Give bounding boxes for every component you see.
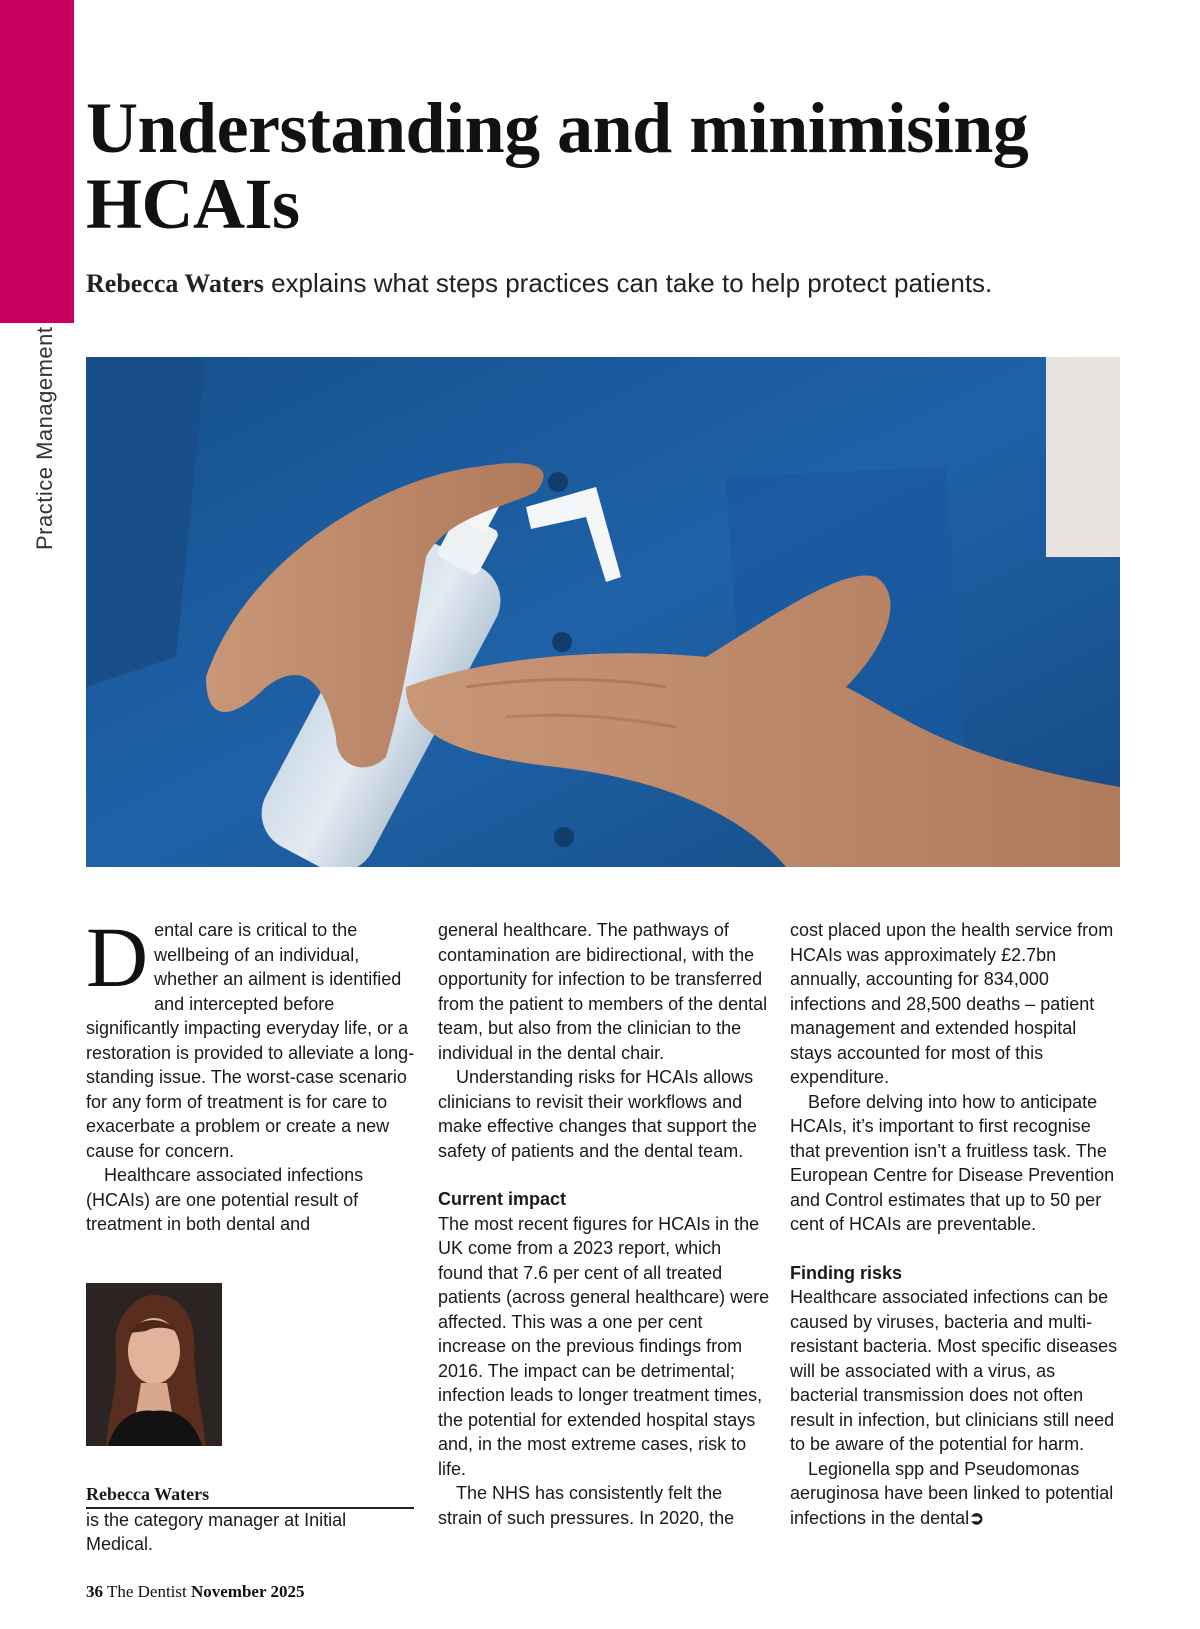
article-column-3 <box>790 918 1120 1530</box>
hero-image <box>86 357 1120 867</box>
hand-sanitiser-photo-icon <box>86 357 1120 867</box>
body-paragraph: Legionella spp and Pseudomonas aeruginosa have been linked to potential infections in the dental➲ <box>790 1458 1114 1528</box>
body-paragraph: Healthcare associated infections can be caused by viruses, bacteria and multi-resistant bacteria. Most specific diseases will be associated with a virus, as bacterial transmission does not often result in infection, but clinicians still need to be aware of the potential for harm. <box>790 1287 1118 1454</box>
body-paragraph: The NHS has consistently felt the strain of such pressures. In 2020, the <box>438 1483 735 1528</box>
standfirst-author: Rebecca Waters <box>86 269 264 298</box>
standfirst <box>86 268 1176 299</box>
body-paragraph: The most recent figures for HCAIs in the UK come from a 2023 report, which found that 7.6 per cent of all treated patients (across general healthcare) were affected. This was a one per cent increase on the previous findings from 2016. The impact can be detrimental; infection leads to longer treatment times, the potential for extended hospital stays and, in the most extreme cases, risk to life. <box>438 1213 770 1479</box>
magazine-name: The Dentist <box>103 1582 191 1601</box>
section-accent-bar <box>0 0 74 323</box>
article-column-2 <box>438 918 770 1530</box>
standfirst-text: explains what steps practices can take to help protect patients. <box>263 268 993 298</box>
article-column-1 <box>86 909 416 1237</box>
author-portrait-icon <box>86 1283 222 1446</box>
body-paragraph: general healthcare. The pathways of contamination are bidirectional, with the opportunity for infection to be transferred from the patient to members of the dental team, but also from the clinician to the individual in the dental chair. <box>438 920 768 1063</box>
author-bio-name: Rebecca Waters <box>86 1482 414 1509</box>
author-photo <box>86 1283 222 1446</box>
page-title: Understanding and minimising HCAIs <box>86 88 1029 244</box>
drop-cap: D <box>86 909 149 1005</box>
body-paragraph: cost placed upon the health service from HCAIs was approximately £2.7bn annually, accounting for 834,000 infections and 28,500 deaths – patient management and extended hospital stays accounted for most of this expenditure. <box>790 920 1114 1087</box>
subheading-finding-risks: Finding risks <box>790 1262 903 1283</box>
author-bio-text: is the category manager at Initial Medical. <box>86 1510 347 1554</box>
page-number: 36 <box>86 1582 103 1601</box>
continue-arrow-icon: ➲ <box>969 1507 985 1528</box>
section-label: Practice Management <box>32 326 57 550</box>
page-footer <box>86 1582 304 1602</box>
body-paragraph: Healthcare associated infections (HCAIs) are one potential result of treatment in both dental and <box>86 1165 364 1234</box>
body-paragraph: Understanding risks for HCAIs allows clinicians to revisit their workflows and make effective changes that support the safety of patients and the dental team. <box>438 1067 757 1161</box>
subheading-current-impact: Current impact <box>438 1189 567 1209</box>
intro-paragraph: Dental care is critical to the wellbeing of an individual, whether an ailment is identified and intercepted before significantly impacting everyday life, or a restoration is provided to alleviate a long-standing issue. The worst-case scenario for any form of treatment is for care to exacerbate a problem or create a new cause for concern. <box>86 909 415 1161</box>
issue-date: November 2025 <box>190 1582 305 1601</box>
body-paragraph: Before delving into how to anticipate HCAIs, it’s important to first recognise that prevention isn’t a fruitless task. The European Centre for Disease Prevention and Control estimates that up to 50 per cent of HCAIs are preventable. <box>790 1091 1115 1234</box>
